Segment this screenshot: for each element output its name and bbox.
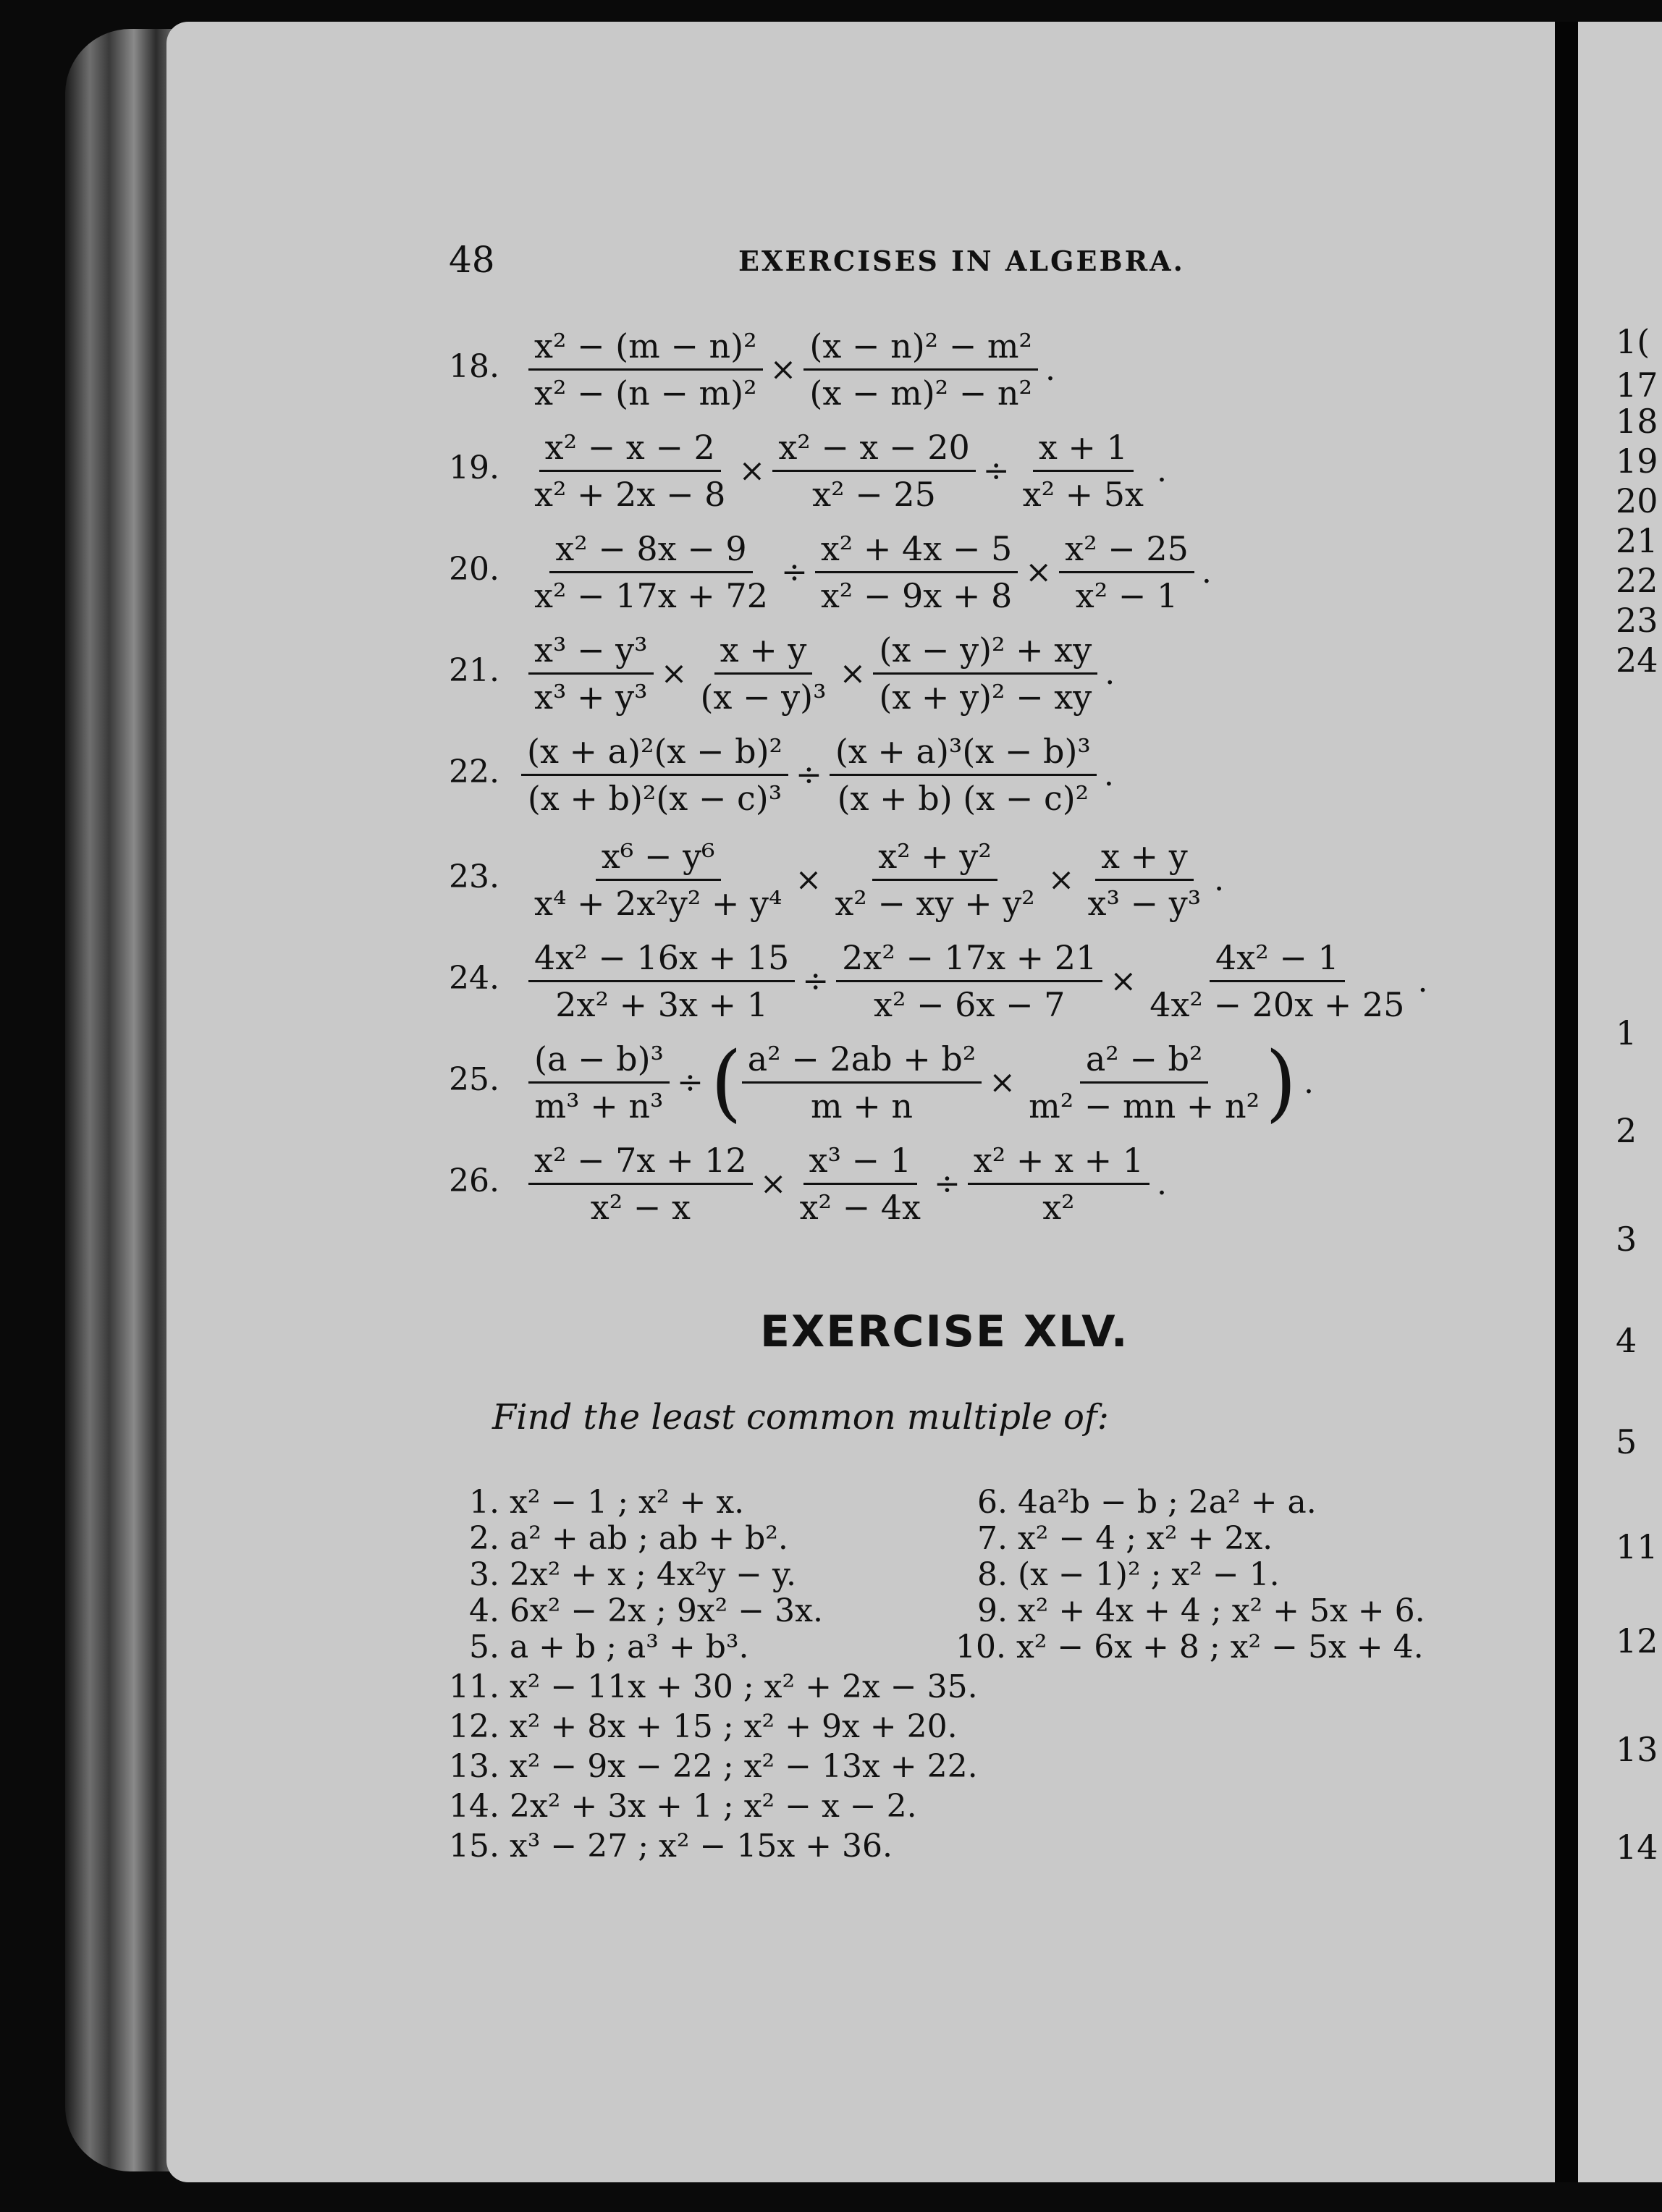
problem-20 — [449, 525, 1390, 619]
operator: ÷ — [677, 1063, 704, 1101]
fraction — [794, 1141, 927, 1227]
numerator: (x + a)³(x − b)³ — [830, 732, 1097, 776]
denominator: (x + b)²(x − c)³ — [527, 778, 783, 818]
close-paren: ) — [1265, 1033, 1297, 1131]
period: . — [1103, 756, 1114, 793]
fraction — [742, 1039, 982, 1126]
operator: ÷ — [933, 1165, 961, 1202]
problem-number: 20. — [449, 551, 499, 588]
fraction — [830, 732, 1097, 818]
numerator: x² − x − 2 — [539, 428, 721, 472]
operator: ÷ — [982, 452, 1010, 489]
fraction — [528, 630, 654, 717]
lcm-item: 9. x² + 4x + 4 ; x² + 5x + 6. — [977, 1592, 1425, 1629]
numerator: x² − (m − n)² — [528, 326, 763, 371]
operator: × — [1025, 553, 1053, 591]
fraction — [528, 529, 774, 615]
operator: × — [738, 452, 766, 489]
numerator: x + 1 — [1033, 428, 1134, 472]
fraction — [528, 1141, 753, 1227]
numerator: (x − n)² − m² — [803, 326, 1038, 371]
fraction — [528, 428, 731, 514]
denominator: x² − (n − m)² — [534, 373, 757, 413]
operator: × — [989, 1063, 1016, 1101]
fraction — [815, 529, 1018, 615]
period: . — [1417, 962, 1428, 1000]
denominator: x⁴ + 2x²y² + y⁴ — [534, 883, 783, 923]
problem-26 — [449, 1136, 1390, 1230]
denominator: x² − 25 — [812, 474, 936, 514]
next-page-number: 18 — [1616, 402, 1658, 441]
operator: × — [795, 861, 822, 898]
denominator: x² − 17x + 72 — [534, 575, 768, 615]
lcm-item: 4. 6x² − 2x ; 9x² − 3x. — [469, 1592, 823, 1629]
numerator: x² − x − 20 — [772, 428, 975, 472]
next-page-number: 20 — [1616, 481, 1658, 520]
next-page-number: 5 — [1616, 1422, 1637, 1461]
lcm-item: 14. 2x² + 3x + 1 ; x² − x − 2. — [449, 1788, 917, 1825]
period: . — [1105, 654, 1115, 692]
fraction — [968, 1141, 1150, 1227]
denominator: x³ − y³ — [1087, 883, 1202, 923]
operator: × — [1110, 962, 1137, 1000]
problem-number: 26. — [449, 1162, 499, 1199]
fraction — [772, 428, 975, 514]
next-page-number: 2 — [1616, 1111, 1637, 1150]
problem-25 — [449, 1035, 1390, 1129]
lcm-item: 15. x³ − 27 ; x² − 15x + 36. — [449, 1828, 893, 1865]
problem-expression — [528, 832, 1231, 926]
operator: × — [839, 654, 866, 692]
denominator: (x − m)² − n² — [809, 373, 1032, 413]
lcm-item: 3. 2x² + x ; 4x²y − y. — [469, 1556, 797, 1593]
problem-expression — [528, 934, 1435, 1028]
problem-number: 24. — [449, 960, 499, 997]
lcm-item: 13. x² − 9x − 22 ; x² − 13x + 22. — [449, 1748, 978, 1785]
lcm-item: 6. 4a²b − b ; 2a² + a. — [977, 1484, 1317, 1521]
lcm-item: 10. x² − 6x + 8 ; x² − 5x + 4. — [956, 1629, 1424, 1666]
next-page-number: 21 — [1616, 521, 1658, 560]
denominator: x² − x — [590, 1187, 691, 1227]
denominator: x² − 1 — [1075, 575, 1178, 615]
next-page-number: 17 — [1616, 366, 1658, 405]
next-page-number: 1( — [1616, 322, 1650, 361]
denominator: (x − y)³ — [700, 677, 827, 717]
next-page-number: 3 — [1616, 1220, 1637, 1259]
numerator: a² − 2ab + b² — [742, 1039, 982, 1084]
denominator: m² − mn + n² — [1029, 1086, 1260, 1126]
problem-22 — [449, 727, 1390, 822]
denominator: x² − 6x − 7 — [874, 984, 1066, 1024]
lcm-item: 7. x² − 4 ; x² + 2x. — [977, 1520, 1273, 1557]
denominator: x² − 4x — [799, 1187, 921, 1227]
period: . — [1045, 350, 1055, 388]
lcm-item: 1. x² − 1 ; x² + x. — [469, 1484, 745, 1521]
next-page-number: 19 — [1616, 442, 1658, 481]
problem-number: 25. — [449, 1061, 499, 1098]
operator: × — [1047, 861, 1075, 898]
numerator: x² − 8x − 9 — [549, 529, 752, 573]
denominator: x² + 5x — [1022, 474, 1144, 514]
fraction — [836, 938, 1102, 1024]
fraction — [1017, 428, 1150, 514]
next-page-number: 11 — [1616, 1527, 1658, 1566]
denominator: x³ + y³ — [534, 677, 648, 717]
numerator: x² − 25 — [1059, 529, 1194, 573]
fraction — [521, 732, 788, 818]
numerator: a² − b² — [1080, 1039, 1209, 1084]
exercise-instruction: Find the least common multiple of: — [492, 1397, 1109, 1438]
denominator: 2x² + 3x + 1 — [555, 984, 768, 1024]
operator: ÷ — [802, 962, 830, 1000]
next-page-number: 4 — [1616, 1321, 1637, 1360]
open-paren: ( — [710, 1033, 742, 1131]
problem-expression — [528, 322, 1063, 416]
numerator: x² + 4x − 5 — [815, 529, 1018, 573]
next-page-number: 13 — [1616, 1730, 1658, 1769]
problem-number: 21. — [449, 652, 499, 689]
page-header — [449, 239, 1448, 282]
numerator: (x − y)² + xy — [873, 630, 1097, 675]
fraction — [1059, 529, 1194, 615]
lcm-item: 12. x² + 8x + 15 ; x² + 9x + 20. — [449, 1708, 958, 1745]
fraction — [803, 326, 1038, 413]
denominator: x² + 2x − 8 — [534, 474, 726, 514]
numerator: x + y — [714, 630, 813, 675]
numerator: x² + y² — [872, 837, 997, 881]
fraction — [1082, 837, 1207, 923]
problem-expression — [528, 1136, 1174, 1230]
fraction — [873, 630, 1097, 717]
period: . — [1201, 553, 1212, 591]
problem-18 — [449, 322, 1390, 416]
numerator: x³ − y³ — [528, 630, 654, 675]
fraction — [1023, 1039, 1265, 1126]
numerator: 2x² − 17x + 21 — [836, 938, 1102, 982]
denominator: x² − xy + y² — [835, 883, 1035, 923]
denominator: m³ + n³ — [534, 1086, 664, 1126]
fraction — [528, 326, 763, 413]
problem-expression — [528, 525, 1219, 619]
period: . — [1214, 861, 1225, 898]
denominator: x² − 9x + 8 — [820, 575, 1013, 615]
problem-expression — [528, 423, 1174, 518]
operator: × — [759, 1165, 787, 1202]
problem-24 — [449, 934, 1428, 1028]
running-head: EXERCISES IN ALGEBRA. — [738, 245, 1185, 277]
fraction — [528, 938, 795, 1024]
lcm-item: 5. a + b ; a³ + b³. — [469, 1629, 749, 1666]
lcm-item: 2. a² + ab ; ab + b². — [469, 1520, 788, 1557]
fraction — [528, 1039, 670, 1126]
denominator: (x + b) (x − c)² — [837, 778, 1089, 818]
operator: × — [660, 654, 688, 692]
fraction — [528, 837, 788, 923]
operator: × — [769, 350, 797, 388]
numerator: x + y — [1095, 837, 1194, 881]
fraction — [694, 630, 832, 717]
problem-expression — [521, 727, 1121, 822]
fraction — [1144, 938, 1410, 1024]
problem-number: 19. — [449, 449, 499, 486]
period: . — [1304, 1063, 1315, 1101]
denominator: x² — [1042, 1187, 1075, 1227]
fraction — [829, 837, 1040, 923]
next-page-number: 12 — [1616, 1621, 1658, 1660]
numerator: x² + x + 1 — [968, 1141, 1150, 1185]
numerator: x² − 7x + 12 — [528, 1141, 753, 1185]
problem-21 — [449, 626, 1390, 720]
next-page-number: 24 — [1616, 641, 1658, 680]
problem-number: 18. — [449, 348, 499, 385]
problem-23 — [449, 832, 1390, 926]
problem-19 — [449, 423, 1390, 518]
problem-number: 23. — [449, 858, 499, 895]
next-page-number: 22 — [1616, 561, 1658, 600]
operator: ÷ — [796, 756, 822, 793]
next-page-number: 1 — [1616, 1013, 1637, 1052]
numerator: x⁶ − y⁶ — [596, 837, 721, 881]
operator: ÷ — [780, 553, 808, 591]
numerator: (x + a)²(x − b)² — [521, 732, 788, 776]
lcm-item: 11. x² − 11x + 30 ; x² + 2x − 35. — [449, 1668, 978, 1705]
lcm-item: 8. (x − 1)² ; x² − 1. — [977, 1556, 1280, 1593]
denominator: 4x² − 20x + 25 — [1150, 984, 1405, 1024]
denominator: (x + y)² − xy — [879, 677, 1092, 717]
numerator: 4x² − 1 — [1210, 938, 1345, 982]
period: . — [1157, 1165, 1168, 1202]
denominator: m + n — [811, 1086, 914, 1126]
problem-number: 22. — [449, 753, 499, 790]
exercise-title: EXERCISE XLV. — [760, 1306, 1129, 1357]
numerator: 4x² − 16x + 15 — [528, 938, 795, 982]
numerator: x³ − 1 — [803, 1141, 917, 1185]
numerator: (a − b)³ — [528, 1039, 670, 1084]
period: . — [1157, 452, 1168, 489]
page-number: 48 — [449, 239, 495, 281]
problem-expression — [528, 626, 1122, 720]
problem-expression — [528, 1035, 1321, 1129]
next-page-number: 23 — [1616, 601, 1658, 640]
next-page-number: 14 — [1616, 1828, 1658, 1867]
page-gutter — [1555, 22, 1578, 2182]
